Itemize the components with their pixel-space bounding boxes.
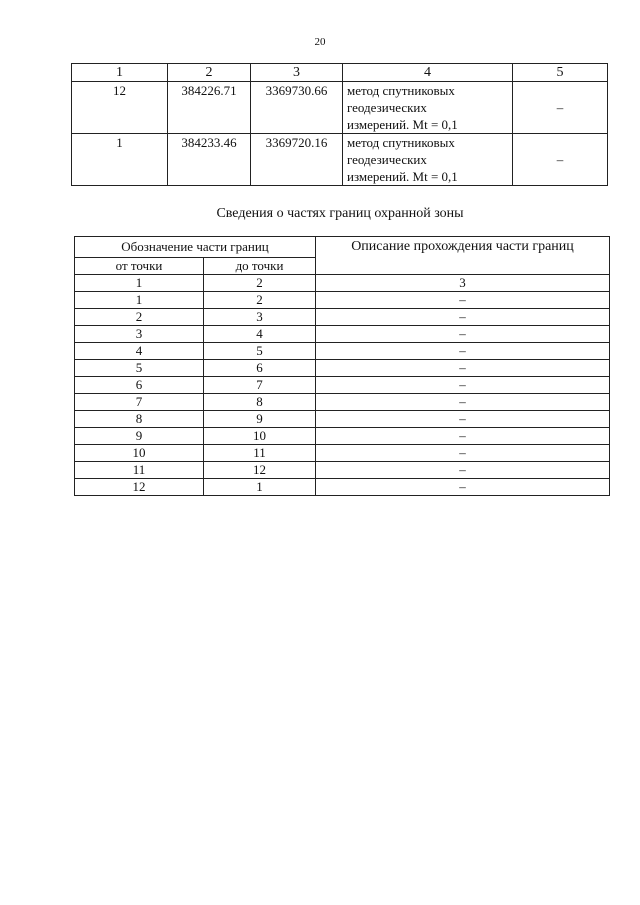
- to-point-cell: 8: [204, 394, 316, 411]
- method-line: метод спутниковых: [347, 83, 455, 98]
- to-point-cell: 1: [204, 479, 316, 496]
- description-cell: –: [316, 292, 610, 309]
- note-cell: –: [513, 82, 608, 134]
- to-point-cell: 4: [204, 326, 316, 343]
- from-point-cell: 5: [75, 360, 204, 377]
- to-point-cell: 3: [204, 309, 316, 326]
- table-row: [75, 394, 610, 411]
- method-cell: [343, 134, 513, 186]
- from-point-cell: 9: [75, 428, 204, 445]
- table-row: [72, 82, 608, 134]
- boundary-designation-header: Обозначение части границ: [75, 237, 316, 258]
- table-row: [75, 428, 610, 445]
- method-line: измерений. Mt = 0,1: [347, 169, 458, 184]
- column-header: 2: [168, 64, 251, 82]
- to-point-cell: 12: [204, 462, 316, 479]
- description-cell: –: [316, 326, 610, 343]
- method-cell: [343, 82, 513, 134]
- from-point-cell: 12: [75, 479, 204, 496]
- table-row: [75, 479, 610, 496]
- y-coordinate-cell: 3369720.16: [251, 134, 343, 186]
- boundary-parts-table: [74, 236, 610, 496]
- description-cell: –: [316, 462, 610, 479]
- table-row: [75, 360, 610, 377]
- table-row: [75, 343, 610, 360]
- description-cell: –: [316, 428, 610, 445]
- from-point-cell: 3: [75, 326, 204, 343]
- description-cell: –: [316, 309, 610, 326]
- method-line: метод спутниковых: [347, 135, 455, 150]
- description-cell: –: [316, 377, 610, 394]
- column-header: 5: [513, 64, 608, 82]
- to-point-cell: 5: [204, 343, 316, 360]
- column-header: 4: [343, 64, 513, 82]
- from-point-cell: 7: [75, 394, 204, 411]
- to-point-cell: 6: [204, 360, 316, 377]
- column-header: 3: [251, 64, 343, 82]
- method-line: геодезических: [347, 100, 427, 115]
- index-cell: 2: [204, 275, 316, 292]
- description-cell: –: [316, 479, 610, 496]
- to-point-header: до точки: [204, 258, 316, 275]
- description-cell: –: [316, 343, 610, 360]
- x-coordinate-cell: 384233.46: [168, 134, 251, 186]
- column-header: 1: [72, 64, 168, 82]
- description-cell: –: [316, 411, 610, 428]
- to-point-cell: 9: [204, 411, 316, 428]
- table-row: [72, 134, 608, 186]
- boundary-description-header: Описание прохождения части границ: [316, 237, 610, 275]
- note-cell: –: [513, 134, 608, 186]
- index-cell: 1: [75, 275, 204, 292]
- description-cell: –: [316, 445, 610, 462]
- method-line: геодезических: [347, 152, 427, 167]
- boundary-rows: [75, 292, 610, 496]
- to-point-cell: 2: [204, 292, 316, 309]
- table-row: [75, 462, 610, 479]
- y-coordinate-cell: 3369730.66: [251, 82, 343, 134]
- from-point-cell: 10: [75, 445, 204, 462]
- to-point-cell: 7: [204, 377, 316, 394]
- table-index-row: [75, 275, 610, 292]
- from-point-cell: 1: [75, 292, 204, 309]
- to-point-cell: 10: [204, 428, 316, 445]
- page-number: 20: [314, 36, 326, 48]
- from-point-cell: 11: [75, 462, 204, 479]
- table-header-row: [75, 237, 610, 258]
- from-point-cell: 6: [75, 377, 204, 394]
- from-point-cell: 4: [75, 343, 204, 360]
- table-row: [75, 309, 610, 326]
- from-point-header: от точки: [75, 258, 204, 275]
- from-point-cell: 2: [75, 309, 204, 326]
- coordinates-table: [71, 63, 608, 186]
- point-cell: 1: [72, 134, 168, 186]
- table-row: [75, 411, 610, 428]
- table-row: [75, 326, 610, 343]
- index-cell: 3: [316, 275, 610, 292]
- table-row: [75, 377, 610, 394]
- point-cell: 12: [72, 82, 168, 134]
- method-line: измерений. Mt = 0,1: [347, 117, 458, 132]
- description-cell: –: [316, 394, 610, 411]
- from-point-cell: 8: [75, 411, 204, 428]
- x-coordinate-cell: 384226.71: [168, 82, 251, 134]
- section-caption: Сведения о частях границ охранной зоны: [216, 206, 464, 221]
- description-cell: –: [316, 360, 610, 377]
- to-point-cell: 11: [204, 445, 316, 462]
- table-header-row: [72, 64, 608, 82]
- table-row: [75, 445, 610, 462]
- table-row: [75, 292, 610, 309]
